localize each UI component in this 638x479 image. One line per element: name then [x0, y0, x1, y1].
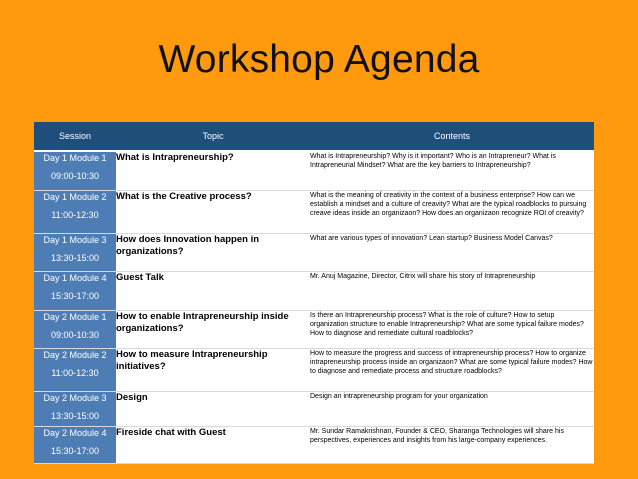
header-session: Session [34, 122, 116, 151]
agenda-table [34, 122, 594, 464]
session-label: Day 1 Module 2 [43, 192, 107, 202]
session-cell [34, 349, 116, 392]
session-cell [34, 311, 116, 349]
session-time: 15:30-17:00 [50, 291, 100, 301]
table-row [34, 349, 594, 392]
topic-cell: Guest Talk [116, 272, 310, 311]
topic-cell: How to measure Intrapreneurship initiatives? [116, 349, 310, 392]
session-cell [34, 234, 116, 272]
header-contents: Contents [310, 122, 594, 151]
session-label: Day 1 Module 3 [43, 235, 107, 245]
session-cell [34, 427, 116, 464]
session-label: Day 1 Module 1 [43, 153, 107, 163]
table-header-row [34, 122, 594, 151]
topic-cell: How does Innovation happen in organizations? [116, 234, 310, 272]
session-time: 13:30-15:00 [50, 253, 100, 263]
contents-cell: Is there an Intrapreneurship process? What is the role of culture? How to setup organization structure to enable Intrapreneurship? What are some typical failure modes? How to diagnose and remediate cultural roadblocks? [310, 311, 594, 349]
topic-cell: What is Intrapreneurship? [116, 151, 310, 191]
session-label: Day 2 Module 1 [43, 312, 107, 322]
table-row [34, 234, 594, 272]
session-time: 13:30-15:00 [50, 411, 100, 421]
table-row [34, 151, 594, 191]
session-time: 11:00-12:30 [51, 368, 99, 378]
contents-cell: What is Intrapreneurship? Why is it important? Who is an Intrapreneur? What is Intrapreneurial Mindset? What are the key barriers to Intrapreneurship? [310, 151, 594, 191]
session-label: Day 2 Module 4 [43, 428, 107, 438]
contents-cell: Design an intrapreneurship program for your organization [310, 392, 594, 427]
session-label: Day 2 Module 2 [43, 350, 107, 360]
table-row [34, 392, 594, 427]
session-cell [34, 151, 116, 191]
table-row [34, 272, 594, 311]
contents-cell: Mr. Sundar Ramakrishnan, Founder & CEO, Sharanga Technologies will share his perspectives, experiences and insights from his large-company experiences. [310, 427, 594, 464]
session-cell [34, 272, 116, 311]
contents-cell: What is the meaning of creativity in the context of a business enterprise? How can we establish a mindset and a culture of creavity? What are the typical roadblocks to pursuing creave ideas inside an organizaon? How does an organizaon recognize ROI of creavity? [310, 191, 594, 234]
page-title: Workshop Agenda [158, 38, 480, 81]
topic-cell: What is the Creative process? [116, 191, 310, 234]
topic-cell: Fireside chat with Guest [116, 427, 310, 464]
session-time: 11:00-12:30 [51, 210, 99, 220]
session-label: Day 2 Module 3 [43, 393, 107, 403]
session-time: 15:30-17:00 [50, 446, 100, 456]
session-time: 09:00-10:30 [50, 330, 100, 340]
header-topic: Topic [116, 122, 310, 151]
table-row [34, 427, 594, 464]
table-row [34, 191, 594, 234]
session-cell [34, 191, 116, 234]
session-label: Day 1 Module 4 [43, 273, 107, 283]
session-time: 09:00-10:30 [50, 171, 100, 181]
contents-cell: What are various types of innovation? Lean startup? Business Model Canvas? [310, 234, 594, 272]
contents-cell: How to measure the progress and success of intrapreneurship process? How to organize intrapreneurship process inside an organizaon? What are some typical failure modes? How to diagnose and remediate process and structure roadblocks? [310, 349, 594, 392]
topic-cell: Design [116, 392, 310, 427]
contents-cell: Mr. Anuj Magazine, Director, Citrix will share his story of Intrapreneurship [310, 272, 594, 311]
table-row [34, 311, 594, 349]
session-cell [34, 392, 116, 427]
topic-cell: How to enable Intrapreneurship inside organizations? [116, 311, 310, 349]
